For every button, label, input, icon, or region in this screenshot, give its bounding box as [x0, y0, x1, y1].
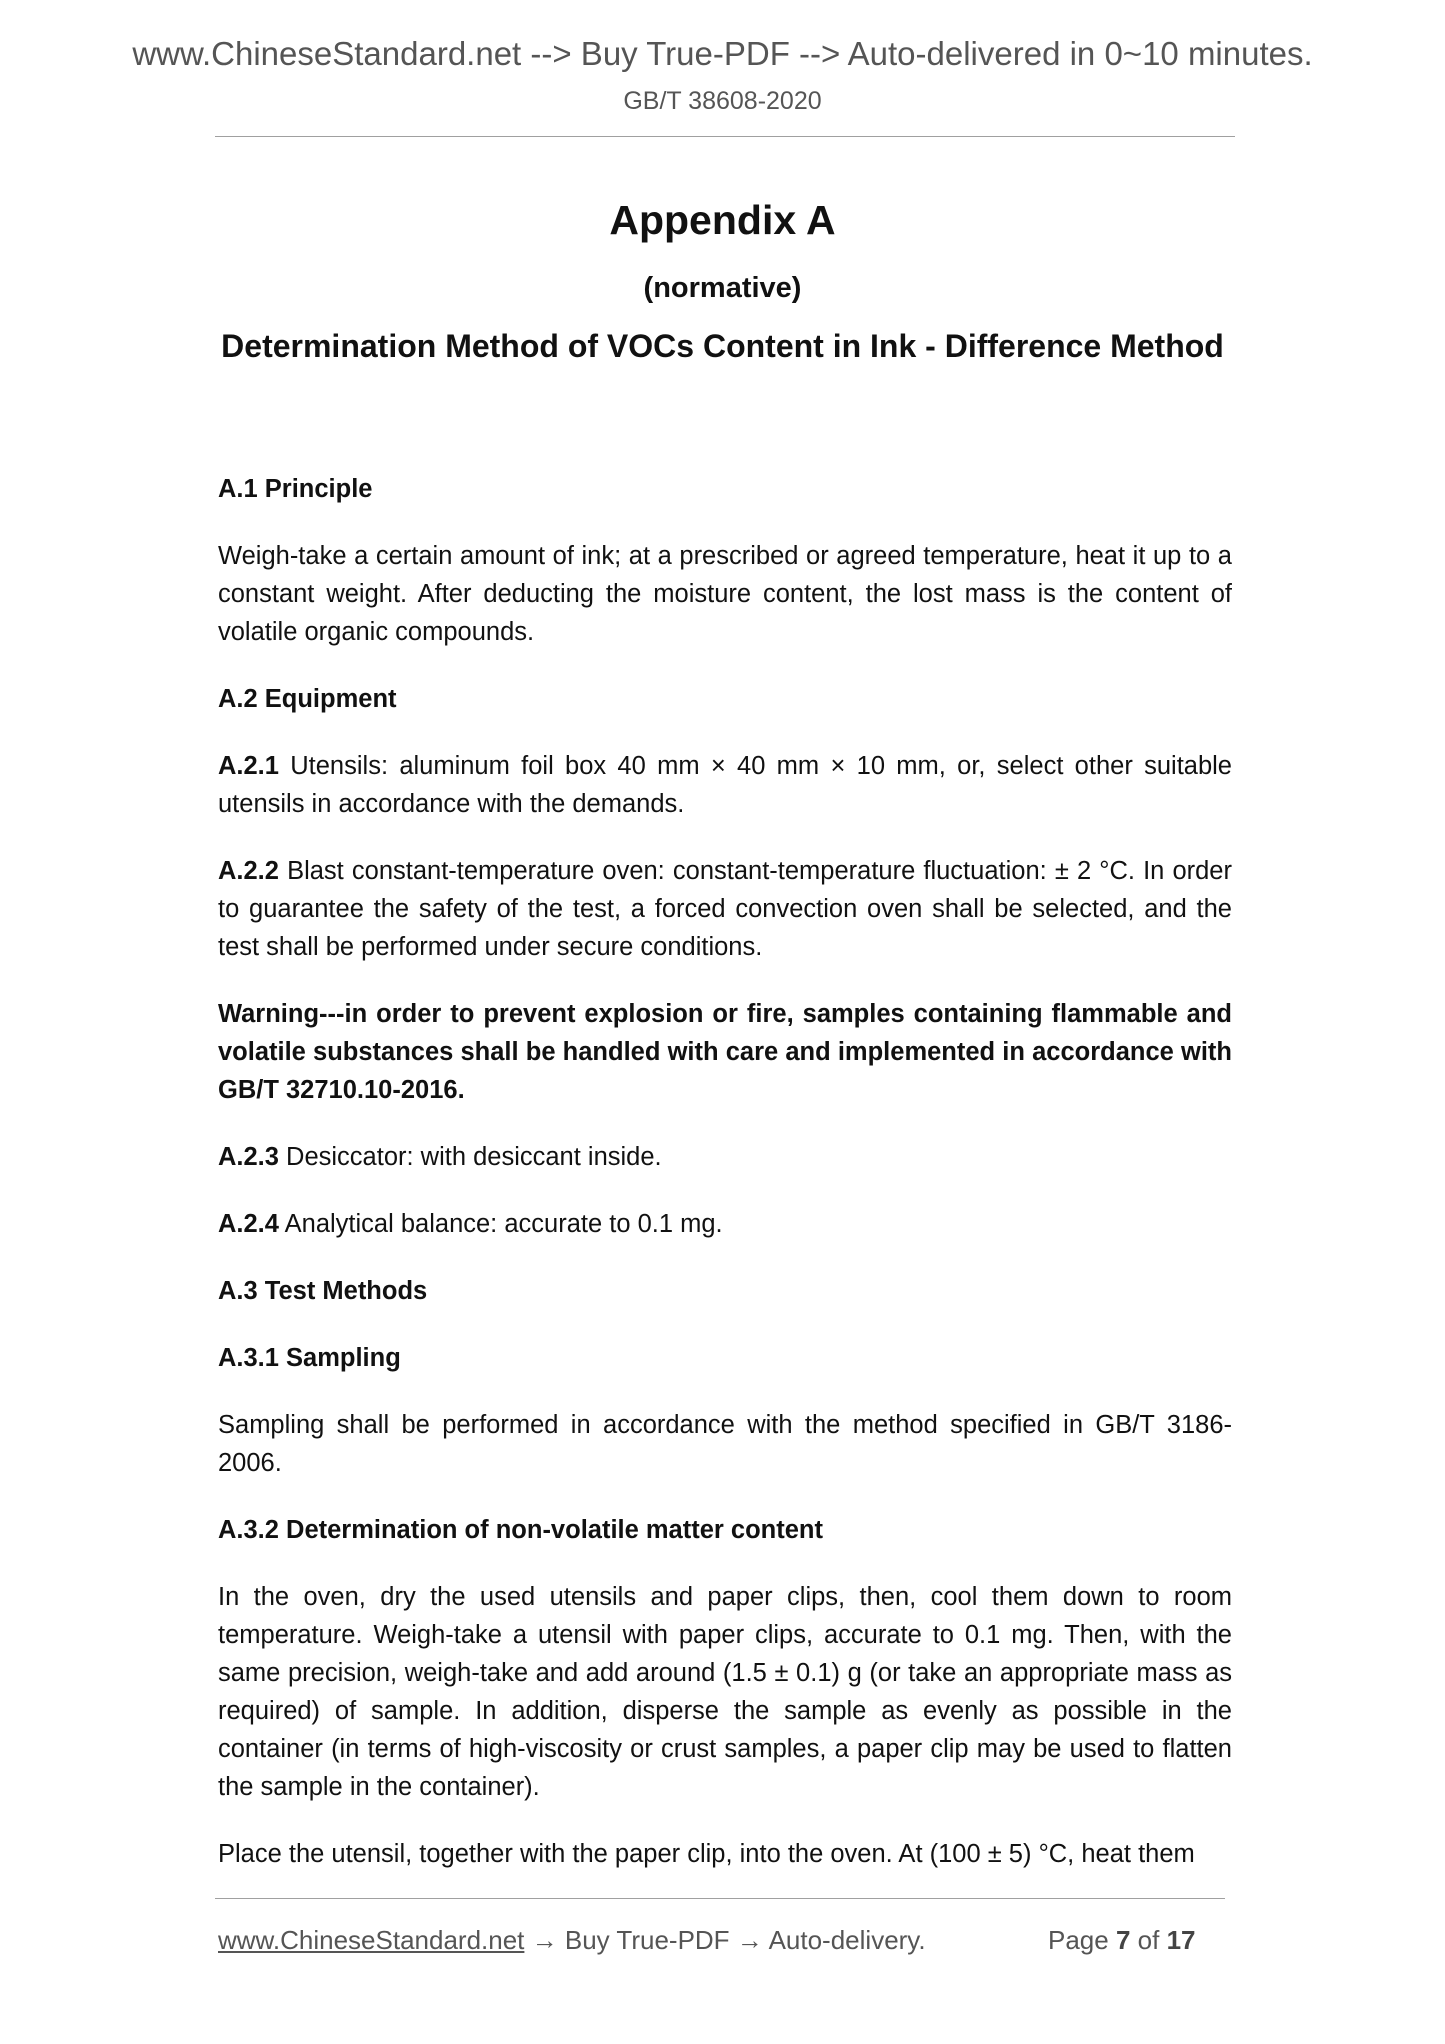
footer-left [218, 1924, 926, 1956]
clause-number: A.2.2 [218, 857, 279, 885]
clause-number: A.2.4 [218, 1210, 279, 1238]
paragraph-a32-2: Place the utensil, together with the paper clip, into the oven. At (100 ± 5) °C, heat them [218, 1840, 1195, 1868]
standard-code: GB/T 38608-2020 [623, 87, 822, 115]
footer-divider [215, 1898, 1225, 1899]
page-indicator [1048, 1924, 1195, 1956]
clause-number: A.2.3 [218, 1143, 279, 1171]
warning-paragraph: Warning---in order to prevent explosion or fire, samples containing flammable and volatile substances shall be handled with care and implemented in accordance with GB/T 32710.10-2016. [218, 1000, 1232, 1104]
method-title: Determination Method of VOCs Content in Ink - Difference Method [221, 328, 1224, 364]
clause-text: Desiccator: with desiccant inside. [286, 1143, 662, 1171]
document-body [218, 470, 1232, 1902]
paragraph-a24 [218, 1205, 1232, 1243]
page-total: 17 [1166, 1925, 1196, 1955]
page-label: Page [1048, 1925, 1116, 1955]
appendix-title: Appendix A [609, 197, 836, 243]
header-divider [215, 136, 1235, 137]
paragraph-a22 [218, 852, 1232, 966]
page-number: 7 [1115, 1925, 1131, 1955]
paragraph-a31: Sampling shall be performed in accordance with the method specified in GB/T 3186-2006. [218, 1411, 1232, 1477]
section-heading-a2: A.2 Equipment [218, 685, 397, 713]
normative-label: (normative) [643, 272, 802, 304]
clause-number: A.2.1 [218, 752, 279, 780]
clause-text: Utensils: aluminum foil box 40 mm × 40 mm × 10 mm, or, select other suitable utensils in accordance with the demands. [218, 752, 1232, 818]
section-heading-a32: A.3.2 Determination of non-volatile matter content [218, 1516, 823, 1544]
clause-text: Analytical balance: accurate to 0.1 mg. [284, 1210, 723, 1238]
section-heading-a3: A.3 Test Methods [218, 1277, 428, 1305]
clause-text: Blast constant-temperature oven: constant-temperature fluctuation: ± 2 °C. In order to guarantee the safety of the test, a forced convection oven shall be selected, and the test shall be performed under secure conditions. [218, 857, 1232, 961]
footer-site-link[interactable]: www.ChineseStandard.net [218, 1925, 525, 1955]
footer-tagline: → Buy True-PDF → Auto-delivery. [524, 1925, 926, 1955]
paragraph-a32-1: In the oven, dry the used utensils and paper clips, then, cool them down to room temperature. Weigh-take a utensil with paper clips, accurate to 0.1 mg. Then, with the same precision, weigh-take and add around (1.5 ± 0.1) g (or take an appropriate mass as required) of sample. In addition, disperse the sample as evenly as possible in the container (in terms of high-viscosity or crust samples, a paper clip may be used to flatten the sample in the container). [218, 1583, 1232, 1801]
paragraph-a21 [218, 747, 1232, 823]
top-banner: www.ChineseStandard.net --> Buy True-PDF --> Auto-delivered in 0~10 minutes. [132, 35, 1313, 72]
section-heading-a1: A.1 Principle [218, 475, 373, 503]
of-label: of [1130, 1925, 1167, 1955]
paragraph-a1: Weigh-take a certain amount of ink; at a prescribed or agreed temperature, heat it up to a constant weight. After deducting the moisture content, the lost mass is the content of volatile organic compounds. [218, 542, 1232, 646]
paragraph-a23 [218, 1138, 1232, 1176]
section-heading-a31: A.3.1 Sampling [218, 1344, 401, 1372]
